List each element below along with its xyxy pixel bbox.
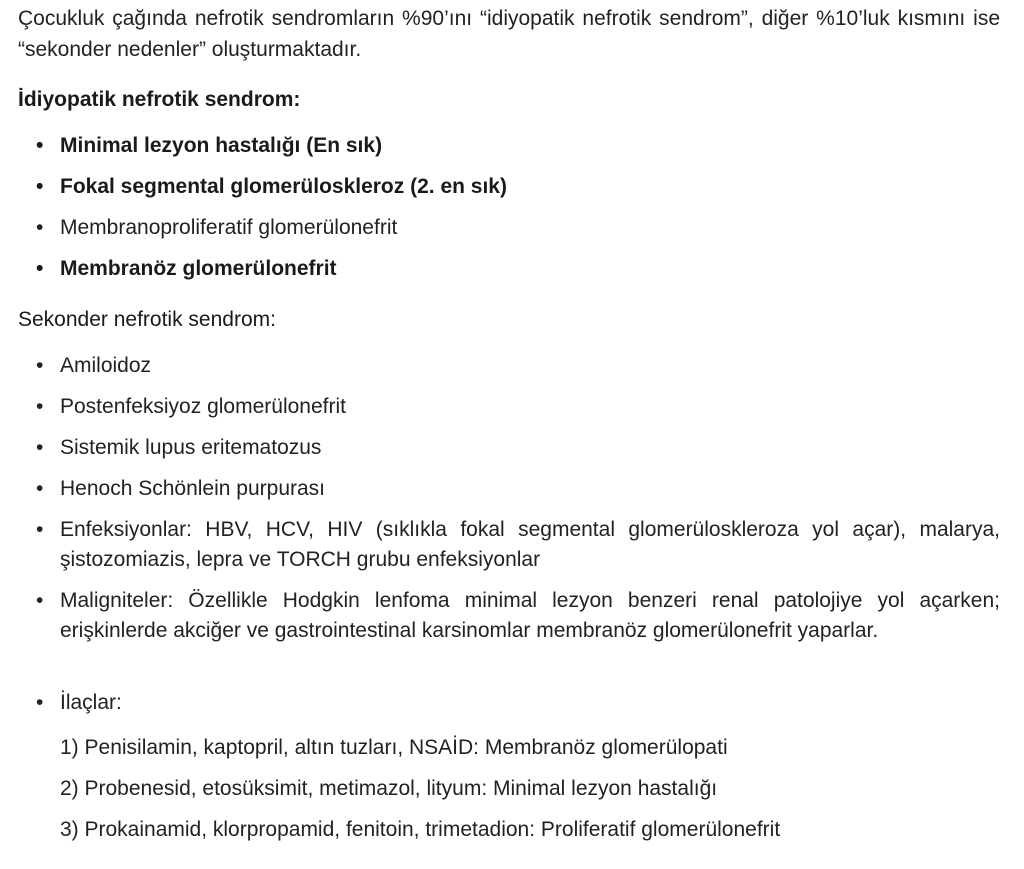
bullet-icon: • (36, 354, 44, 377)
bullet-icon: • (36, 216, 44, 239)
secondary-item (36, 515, 1000, 575)
bullet-icon: • (36, 436, 44, 459)
secondary-item (36, 433, 1000, 463)
item-text: Postenfeksiyoz glomerülonefrit (60, 395, 346, 418)
bullet-icon: • (36, 395, 44, 418)
idiopathic-heading: İdiyopatik nefrotik sendrom: (18, 88, 301, 111)
idiopathic-item (36, 131, 1000, 161)
secondary-item (36, 586, 1000, 646)
secondary-item (36, 688, 1000, 718)
bullet-icon: • (36, 589, 44, 612)
item-text: Amiloidoz (60, 354, 152, 377)
bullet-icon: • (36, 691, 44, 714)
secondary-item (36, 392, 1000, 422)
item-text: Sistemik lupus eritematozus (60, 436, 322, 459)
drug-item: 1) Penisilamin, kaptopril, altın tuzları, NSAİD: Membranöz glomerülopati (60, 736, 728, 759)
bullet-icon: • (36, 518, 44, 541)
bullet-icon: • (36, 257, 44, 280)
item-text: Minimal lezyon hastalığı (En sık) (60, 134, 383, 157)
secondary-heading: Sekonder nefrotik sendrom: (18, 308, 276, 331)
secondary-item (36, 474, 1000, 504)
idiopathic-item (36, 213, 1000, 243)
item-text: Enfeksiyonlar: HBV, HCV, HIV (sıklıkla fokal segmental glomerülosklerozа yol açar), malarya, şistozomiazis, lepra ve TORCH grubu enfeksiyonlar (60, 518, 1000, 571)
intro-paragraph: Çocukluk çağında nefrotik sendromların %90’ını “idiyopatik nefrotik sendrom”, diğer %10’luk kısmını ise “sekonder nedenler” oluşturmaktadır. (18, 7, 1000, 61)
item-text: İlaçlar: (60, 691, 122, 714)
item-text: Henoch Schönlein purpurası (60, 477, 326, 500)
idiopathic-item (36, 254, 1000, 284)
item-text: Membranöz glomerülonefrit (60, 257, 337, 280)
item-text: Membranoproliferatif glomerülonefrit (60, 216, 398, 239)
bullet-icon: • (36, 175, 44, 198)
item-text: Maligniteler: Özellikle Hodgkin lenfoma minimal lezyon benzeri renal patolojiye yol açarken; erişkinlerde akciğer ve gastrointestinal karsinomlar membranöz glomerülonefrit yaparlar. (60, 589, 1000, 642)
drug-item: 3) Prokainamid, klorpropamid, fenitoin, trimetadion: Proliferatif glomerülonefrit (60, 818, 781, 841)
bullet-icon: • (36, 477, 44, 500)
idiopathic-item (36, 172, 1000, 202)
drug-item: 2) Probenesid, etosüksimit, metimazol, lityum: Minimal lezyon hastalığı (60, 777, 718, 800)
secondary-item (36, 351, 1000, 381)
item-text: Fokal segmental glomerüloskleroz (2. en sık) (60, 175, 507, 198)
bullet-icon: • (36, 134, 44, 157)
